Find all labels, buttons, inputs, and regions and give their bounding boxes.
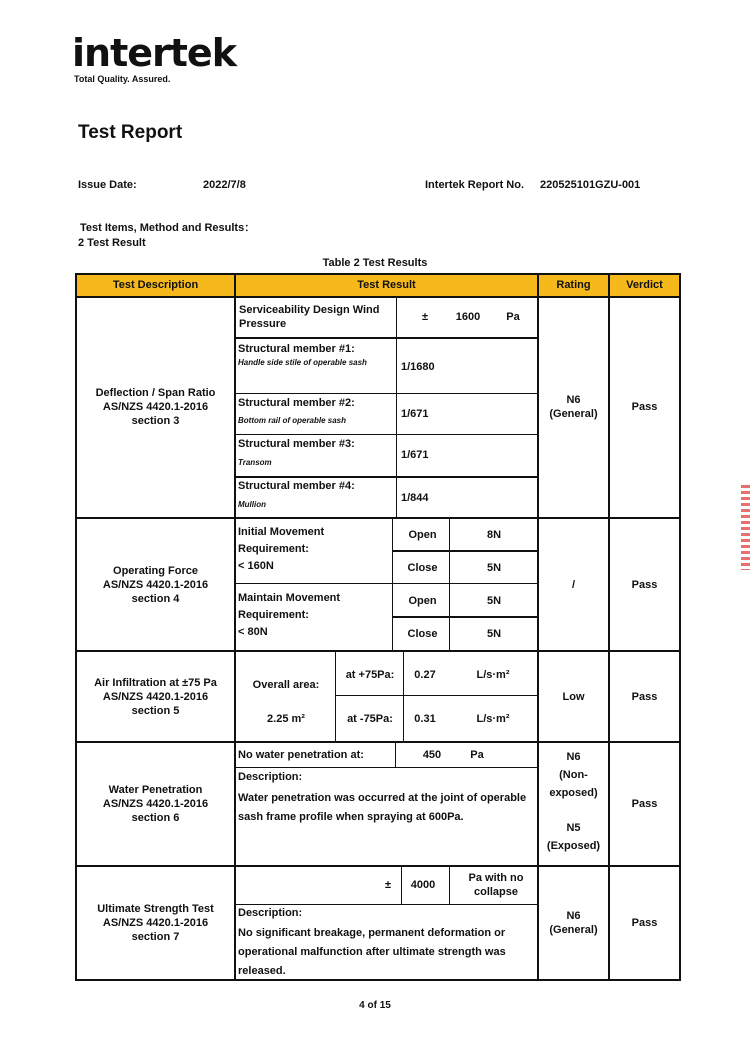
row-divider — [75, 296, 681, 298]
operating-desc-line: Operating Force — [113, 564, 198, 577]
op-mode: Close — [407, 628, 438, 640]
initial-movement — [238, 524, 388, 580]
table-border-right — [679, 274, 681, 981]
inner-divider — [235, 337, 538, 339]
inner-divider — [335, 695, 538, 696]
member-row-4-value: 1/844 — [401, 492, 429, 504]
header-test-description: Test Description — [76, 274, 235, 296]
ultimate-plus-minus: ± — [384, 879, 392, 891]
operating-verdict: Pass — [631, 578, 658, 591]
column-divider — [608, 274, 610, 981]
rating-line: (Non- — [559, 769, 588, 781]
header-rating: Rating — [538, 274, 609, 296]
inner-divider — [235, 393, 538, 394]
op-mode: Open — [408, 529, 437, 541]
op-mode: Open — [408, 595, 437, 607]
rating-line: (General) — [549, 408, 598, 420]
issue-date-label: Issue Date: — [78, 179, 137, 191]
column-divider — [234, 274, 236, 981]
row-divider — [75, 865, 681, 867]
table-border-left — [75, 274, 77, 981]
rating-line: (General) — [549, 924, 598, 936]
inner-divider — [449, 866, 450, 904]
air-value: 0.31 — [414, 713, 436, 725]
ultimate-description-label: Description: — [238, 907, 303, 919]
maintain-movement-limit: < 80N — [238, 626, 268, 638]
air-area-label: Overall area: — [252, 679, 320, 691]
op-value: 5N — [486, 628, 502, 640]
inner-divider — [235, 476, 538, 478]
deflection-rating — [538, 296, 609, 518]
sdwp-label: Serviceability Design Wind Pressure — [239, 304, 380, 330]
inner-divider — [449, 518, 450, 651]
air-area-value: 2.25 m² — [267, 713, 305, 725]
member-label: Structural member #4: — [238, 480, 355, 492]
operating-desc-line: AS/NZS 4420.1-2016 — [102, 578, 209, 591]
water-desc-line: AS/NZS 4420.1-2016 — [102, 798, 209, 810]
header-verdict: Verdict — [609, 274, 680, 296]
member-row-1-label — [238, 342, 396, 392]
table-caption: Table 2 Test Results — [322, 257, 428, 269]
member-row-4-label — [238, 479, 396, 517]
member-label: Structural member #3: — [238, 438, 355, 450]
member-detail: Mullion — [238, 500, 266, 509]
inner-divider — [392, 518, 393, 651]
water-desc-line: section 6 — [131, 812, 180, 824]
inner-divider — [235, 434, 538, 435]
air-description — [76, 651, 235, 742]
member-row-3-label — [238, 437, 396, 473]
deflection-description — [76, 296, 235, 518]
water-description-text: Water penetration was occurred at the joint of operable sash frame profile when spraying at 600Pa. — [238, 792, 527, 823]
inner-divider — [393, 550, 538, 552]
rating-line: (Exposed) — [546, 840, 601, 852]
air-unit: L/s·m² — [476, 713, 510, 725]
member-label: Structural member #1: — [238, 343, 355, 355]
ultimate-desc-line: AS/NZS 4420.1-2016 — [102, 917, 209, 929]
water-rating — [538, 748, 609, 862]
ultimate-unit: Pa with no collapse — [468, 872, 524, 898]
air-desc-line: AS/NZS 4420.1-2016 — [102, 690, 209, 703]
ultimate-value: 4000 — [410, 879, 436, 891]
rating-line: N6 — [566, 910, 581, 922]
report-no-value: 220525101GZU-001 — [540, 179, 641, 191]
row-divider — [75, 650, 681, 652]
intertek-logo: intertek — [72, 31, 236, 75]
ultimate-desc-line: section 7 — [131, 931, 180, 943]
rating-line: N6 — [566, 751, 581, 763]
subsection-heading: 2 Test Result — [78, 237, 146, 249]
rating-line: N5 — [566, 822, 581, 834]
inner-divider — [235, 767, 538, 768]
maintain-movement-label: Maintain Movement Requirement: — [238, 592, 341, 621]
member-row-1-value: 1/1680 — [401, 361, 435, 373]
inner-divider — [235, 904, 538, 905]
member-label: Structural member #2: — [238, 397, 355, 409]
air-desc-line: section 5 — [131, 704, 180, 717]
air-condition: at +75Pa: — [345, 669, 395, 681]
deflection-desc-line: AS/NZS 4420.1-2016 — [102, 401, 209, 413]
stamp-edge — [741, 485, 750, 570]
inner-divider — [403, 651, 404, 742]
ultimate-verdict: Pass — [631, 917, 658, 929]
air-rating: Low — [562, 690, 585, 703]
member-detail: Bottom rail of operable sash — [238, 416, 347, 425]
member-row-2-label — [238, 396, 396, 432]
water-desc-line: Water Penetration — [108, 784, 203, 796]
inner-divider — [395, 742, 396, 767]
water-no-penetration-unit: Pa — [470, 749, 484, 761]
member-row-2-value: 1/671 — [401, 408, 429, 420]
op-value: 8N — [486, 529, 502, 541]
sdwp-unit: Pa — [506, 311, 520, 323]
row-divider — [75, 517, 681, 519]
ultimate-description-text: No significant breakage, permanent deformation or operational malfunction after ultimate strength was released. — [238, 927, 506, 977]
inner-divider — [335, 651, 336, 742]
inner-divider — [401, 866, 402, 904]
operating-description — [76, 518, 235, 651]
document-title: Test Report — [78, 122, 183, 143]
water-no-penetration-label: No water penetration at: — [238, 749, 364, 761]
header-test-result: Test Result — [235, 274, 538, 296]
page-number: 4 of 15 — [359, 1000, 391, 1011]
air-verdict: Pass — [631, 690, 658, 703]
rating-line: N6 — [566, 394, 581, 406]
ultimate-description — [76, 866, 235, 980]
deflection-verdict: Pass — [631, 401, 658, 413]
air-value: 0.27 — [414, 669, 436, 681]
initial-movement-limit: < 160N — [238, 560, 274, 572]
rating-line: exposed) — [549, 787, 598, 799]
member-detail: Transom — [238, 458, 272, 467]
air-condition: at -75Pa: — [347, 713, 393, 725]
inner-divider — [393, 616, 538, 618]
inner-divider — [396, 297, 397, 518]
table-border-bottom — [75, 979, 681, 981]
water-verdict: Pass — [631, 798, 658, 810]
member-row-3-value: 1/671 — [401, 449, 429, 461]
table-border-top — [75, 273, 681, 275]
air-unit: L/s·m² — [476, 669, 510, 681]
report-no-label: Intertek Report No. — [425, 179, 525, 191]
deflection-desc-line: section 3 — [131, 415, 180, 427]
operating-rating: / — [571, 578, 576, 591]
member-detail: Handle side stile of operable sash — [238, 358, 367, 367]
op-mode: Close — [407, 562, 438, 574]
op-value: 5N — [486, 562, 502, 574]
operating-desc-line: section 4 — [131, 592, 180, 605]
column-divider — [537, 274, 539, 981]
initial-movement-label: Initial Movement Requirement: — [238, 526, 325, 555]
row-divider — [75, 741, 681, 743]
ultimate-desc-line: Ultimate Strength Test — [97, 903, 214, 915]
maintain-movement — [238, 590, 388, 646]
op-value: 5N — [486, 595, 502, 607]
inner-divider — [235, 583, 538, 584]
water-description-label: Description: — [238, 771, 303, 783]
water-description — [76, 742, 235, 866]
logo-tagline: Total Quality. Assured. — [74, 74, 171, 84]
sdwp-value: 1600 — [455, 311, 481, 323]
water-no-penetration-value: 450 — [422, 749, 442, 761]
issue-date-value: 2022/7/8 — [203, 179, 246, 191]
ultimate-rating — [538, 866, 609, 980]
section-heading: Test Items, Method and Results： — [80, 222, 256, 234]
sdwp-plus-minus: ± — [421, 311, 429, 323]
air-desc-line: Air Infiltration at ±75 Pa — [94, 676, 217, 689]
deflection-desc-line: Deflection / Span Ratio — [95, 387, 216, 399]
